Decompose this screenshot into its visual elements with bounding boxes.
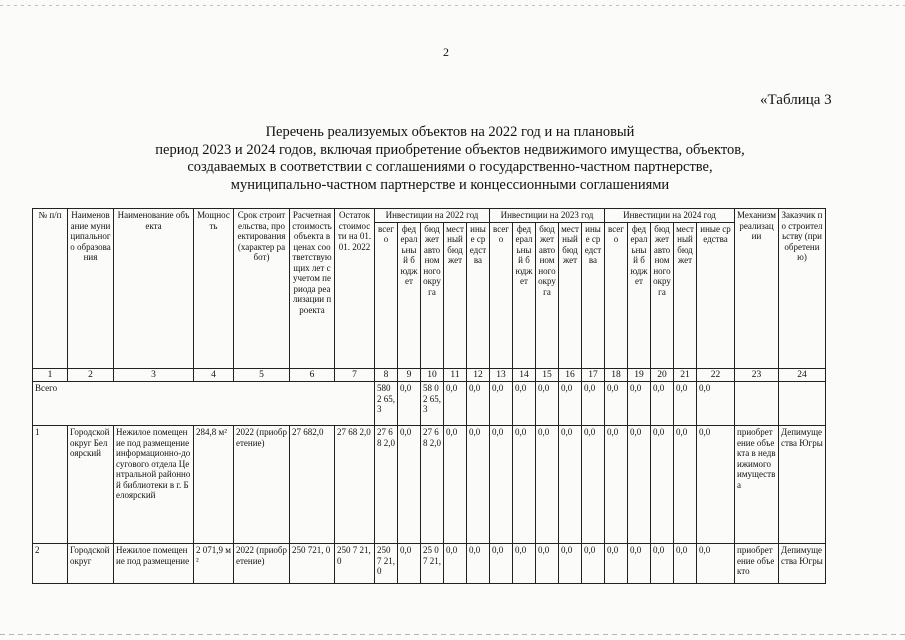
row-mechanism: приобретение объекто bbox=[735, 544, 779, 584]
row-number: 1 bbox=[33, 426, 68, 544]
table-row bbox=[33, 426, 826, 544]
table-label: «Таблица 3 bbox=[760, 92, 832, 108]
column-number: 4 bbox=[194, 368, 234, 382]
header-2024-local: местный бюджет bbox=[674, 222, 697, 368]
title-line: период 2023 и 2024 годов, включая приобретение объектов недвижимого имущества, объектов, bbox=[155, 141, 745, 158]
row-remaining: 250 7 21,0 bbox=[335, 544, 375, 584]
total-label: Всего bbox=[33, 382, 375, 426]
total-value: 0,0 bbox=[651, 382, 674, 426]
row-investment-value: 0,0 bbox=[651, 426, 674, 544]
header-n: № п/п bbox=[33, 209, 68, 369]
column-number: 17 bbox=[582, 368, 605, 382]
row-cost: 250 721, 0 bbox=[290, 544, 335, 584]
row-investment-value: 0,0 bbox=[628, 426, 651, 544]
total-value: 0,0 bbox=[444, 382, 467, 426]
row-investment-value: 25 0 7 21, bbox=[421, 544, 444, 584]
row-investment-value: 27 68 2,0 bbox=[375, 426, 398, 544]
investment-table bbox=[32, 208, 826, 584]
column-number: 10 bbox=[421, 368, 444, 382]
row-investment-value: 0,0 bbox=[674, 426, 697, 544]
column-number: 24 bbox=[779, 368, 826, 382]
row-investment-value: 0,0 bbox=[398, 544, 421, 584]
header-2023-federal: федеральный бюджет bbox=[513, 222, 536, 368]
header-2023-local: местный бюджет bbox=[559, 222, 582, 368]
column-number: 13 bbox=[490, 368, 513, 382]
row-investment-value: 0,0 bbox=[605, 544, 628, 584]
total-value: 58 0 2 65, 3 bbox=[421, 382, 444, 426]
header-2022-federal: федеральный бюджет bbox=[398, 222, 421, 368]
row-investment-value: 0,0 bbox=[536, 426, 559, 544]
column-number: 15 bbox=[536, 368, 559, 382]
total-value: 0,0 bbox=[490, 382, 513, 426]
header-remaining: Остаток стоимости на 01.01. 2022 bbox=[335, 209, 375, 369]
page-number: 2 bbox=[443, 45, 449, 59]
total-customer bbox=[779, 382, 826, 426]
row-term: 2022 (приобретение) bbox=[234, 544, 290, 584]
header-2022-other: иные средства bbox=[467, 222, 490, 368]
column-number: 21 bbox=[674, 368, 697, 382]
row-capacity: 2 071,9 м² bbox=[194, 544, 234, 584]
row-investment-value: 0,0 bbox=[536, 544, 559, 584]
row-capacity: 284,8 м² bbox=[194, 426, 234, 544]
header-inv-2022: Инвестиции на 2022 год bbox=[375, 209, 490, 223]
total-value: 0,0 bbox=[559, 382, 582, 426]
header-2024-regional: бюджет автономного округа bbox=[651, 222, 674, 368]
header-inv-2023: Инвестиции на 2023 год bbox=[490, 209, 605, 223]
row-object: Нежилое помещение под размещение bbox=[114, 544, 194, 584]
header-2022-total: всего bbox=[375, 222, 398, 368]
column-number: 3 bbox=[114, 368, 194, 382]
row-investment-value: 0,0 bbox=[490, 544, 513, 584]
column-number: 6 bbox=[290, 368, 335, 382]
header-inv-2024: Инвестиции на 2024 год bbox=[605, 209, 735, 223]
row-investment-value: 0,0 bbox=[697, 544, 735, 584]
title-line: муниципально-частном партнерстве и концессионными соглашениями bbox=[230, 176, 670, 193]
row-remaining: 27 68 2,0 bbox=[335, 426, 375, 544]
total-mechanism bbox=[735, 382, 779, 426]
row-municipality: Городской округ Белоярский bbox=[68, 426, 114, 544]
column-number: 1 bbox=[33, 368, 68, 382]
scan-edge-top bbox=[0, 5, 905, 6]
total-value: 0,0 bbox=[605, 382, 628, 426]
header-row-top bbox=[33, 209, 826, 223]
row-number: 2 bbox=[33, 544, 68, 584]
column-number-row bbox=[33, 368, 826, 382]
header-2022-regional: бюджет автономного округа bbox=[421, 222, 444, 368]
total-value: 0,0 bbox=[628, 382, 651, 426]
row-mechanism: приобретение объекта в недвижимого имущества bbox=[735, 426, 779, 544]
row-object: Нежилое помещение под размещение информационно-досугового отдела Центральной районной библиотеки в г. Белоярский bbox=[114, 426, 194, 544]
column-number: 23 bbox=[735, 368, 779, 382]
row-investment-value: 0,0 bbox=[513, 544, 536, 584]
title-line: создаваемых в соответствии с соглашениями о государственно-частном партнерстве, bbox=[187, 159, 713, 175]
column-number: 12 bbox=[467, 368, 490, 382]
total-value: 0,0 bbox=[582, 382, 605, 426]
total-value: 0,0 bbox=[513, 382, 536, 426]
row-investment-value: 0,0 bbox=[467, 544, 490, 584]
row-municipality: Городской округ bbox=[68, 544, 114, 584]
header-2023-total: всего bbox=[490, 222, 513, 368]
row-investment-value: 0,0 bbox=[398, 426, 421, 544]
column-number: 19 bbox=[628, 368, 651, 382]
total-value: 0,0 bbox=[398, 382, 421, 426]
row-customer: Депимущества Югры bbox=[779, 544, 826, 584]
row-investment-value: 0,0 bbox=[559, 544, 582, 584]
header-mechanism: Механизм реализации bbox=[735, 209, 779, 369]
row-investment-value: 0,0 bbox=[651, 544, 674, 584]
row-investment-value: 0,0 bbox=[582, 544, 605, 584]
header-2024-federal: федеральный бюджет bbox=[628, 222, 651, 368]
header-object: Наименование объекта bbox=[114, 209, 194, 369]
row-investment-value: 0,0 bbox=[605, 426, 628, 544]
total-value: 0,0 bbox=[536, 382, 559, 426]
header-2022-local: местный бюджет bbox=[444, 222, 467, 368]
title-line: Перечень реализуемых объектов на 2022 год и на плановый bbox=[265, 124, 635, 140]
header-2024-total: всего bbox=[605, 222, 628, 368]
row-cost: 27 682,0 bbox=[290, 426, 335, 544]
column-number: 2 bbox=[68, 368, 114, 382]
row-investment-value: 0,0 bbox=[513, 426, 536, 544]
header-2023-regional: бюджет автономного округа bbox=[536, 222, 559, 368]
total-value: 0,0 bbox=[674, 382, 697, 426]
row-investment-value: 0,0 bbox=[697, 426, 735, 544]
column-number: 8 bbox=[375, 368, 398, 382]
row-investment-value: 27 68 2,0 bbox=[421, 426, 444, 544]
header-term: Срок строительства, проектирования (характер работ) bbox=[234, 209, 290, 369]
row-investment-value: 0,0 bbox=[467, 426, 490, 544]
total-value: 0,0 bbox=[467, 382, 490, 426]
total-value: 0,0 bbox=[697, 382, 735, 426]
header-customer: Заказчик по строительству (приобретению) bbox=[779, 209, 826, 369]
row-investment-value: 0,0 bbox=[490, 426, 513, 544]
header-capacity: Мощность bbox=[194, 209, 234, 369]
header-2024-other: иные средства bbox=[697, 222, 735, 368]
column-number: 18 bbox=[605, 368, 628, 382]
column-number: 7 bbox=[335, 368, 375, 382]
row-investment-value: 250 7 21,0 bbox=[375, 544, 398, 584]
row-customer: Депимущества Югры bbox=[779, 426, 826, 544]
document-title bbox=[120, 124, 780, 194]
column-number: 22 bbox=[697, 368, 735, 382]
header-2023-other: иные средства bbox=[582, 222, 605, 368]
row-investment-value: 0,0 bbox=[559, 426, 582, 544]
row-investment-value: 0,0 bbox=[582, 426, 605, 544]
column-number: 11 bbox=[444, 368, 467, 382]
row-term: 2022 (приобретение) bbox=[234, 426, 290, 544]
row-investment-value: 0,0 bbox=[674, 544, 697, 584]
row-investment-value: 0,0 bbox=[444, 426, 467, 544]
header-municipality: Наименование муниципального образования bbox=[68, 209, 114, 369]
column-number: 14 bbox=[513, 368, 536, 382]
row-investment-value: 0,0 bbox=[628, 544, 651, 584]
column-number: 20 bbox=[651, 368, 674, 382]
total-value: 580 2 65,3 bbox=[375, 382, 398, 426]
column-number: 16 bbox=[559, 368, 582, 382]
scan-edge-bottom bbox=[0, 634, 905, 635]
header-cost: Расчетная стоимость объекта в ценах соответствующих лет с учетом периода реализации проекта bbox=[290, 209, 335, 369]
column-number: 9 bbox=[398, 368, 421, 382]
row-investment-value: 0,0 bbox=[444, 544, 467, 584]
table-row bbox=[33, 544, 826, 584]
total-row bbox=[33, 382, 826, 426]
column-number: 5 bbox=[234, 368, 290, 382]
